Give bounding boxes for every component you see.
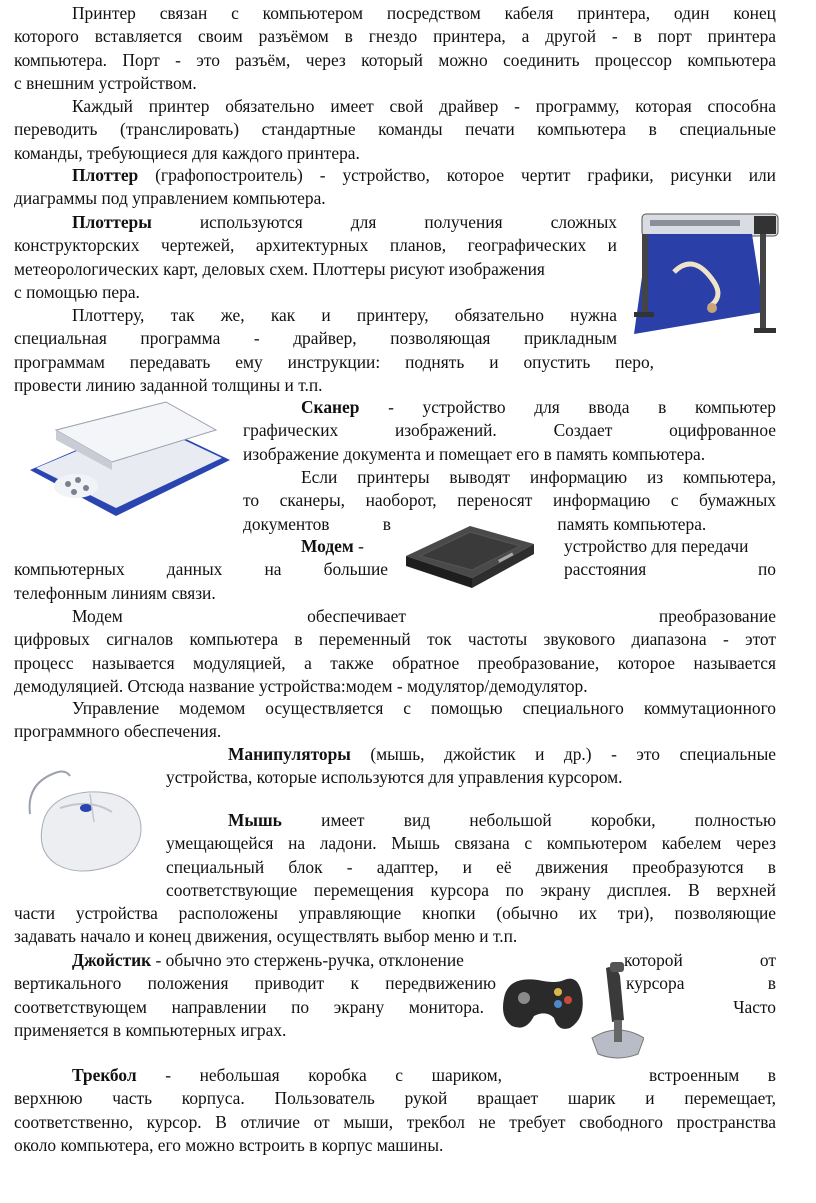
term-plotters: Плоттеры <box>72 212 152 232</box>
term-trackball: Трекбол <box>72 1065 137 1085</box>
paragraph-plotters-usage: Плоттеры используются для получения сложных конструкторских чертежей, архитектурных планов, географических и метеорологических карт, деловых схем. Плоттеры рисуют изображения с помощью пера. <box>14 212 617 302</box>
paragraph-trackball: Трекбол - небольшая коробка с шариком, встроенным в верхнюю часть корпуса. Пользователь рукой вращает шарик и перемещает, соответственно, курсор. В отличие от мыши, трекбол не требует свободного пространства около компьютера, его можно встроить в корпус машины. <box>14 1065 776 1155</box>
paragraph-plotter-driver: Плоттеру, так же, как и принтеру, обязательно нужна специальная программа - драйвер, позволяющая прикладным программам передавать ему инструкции: поднять и опустить перо, провести линию заданной толщины и т.п. <box>14 305 654 395</box>
plotter-image <box>614 212 780 344</box>
paragraph-scanner-function: Если принтеры выводят информацию из компьютера, то сканеры, наоборот, переносят информацию с бумажных документов в память компьютера. <box>243 467 776 534</box>
term-scanner: Сканер <box>301 397 360 417</box>
scanner-image <box>16 400 238 526</box>
paragraph-scanner-definition: Сканер - устройство для ввода в компьютер графических изображений. Создает оцифрованное изображение документа и помещает его в память компьютера. <box>243 397 776 464</box>
paragraph-joystick: Джойстик - обычно это стержень-ручка, отклонение которой от вертикального положения приводит к передвижению курсора в соответствующем направлении по экрану монитора. Часто применяется в компьютерных играх. <box>14 950 776 1040</box>
term-mouse: Мышь <box>228 810 282 830</box>
paragraph-modem-definition: Модем - устройство для передачи компьютерных данных на большие расстояния по телефонным линиям связи. <box>14 536 776 603</box>
paragraph-printer-driver: Каждый принтер обязательно имеет свой драйвер - программу, которая способна переводить (транслировать) стандартные команды печати компьютера в специальные команды, требующиеся для каждого принтера. <box>14 96 776 163</box>
term-plotter: Плоттер <box>72 165 139 185</box>
term-modem: Модем <box>301 536 354 556</box>
paragraph-modem-conversion: Модем обеспечивает преобразование цифровых сигналов компьютера в переменный ток частоты звукового диапазона - этот процесс называется модуляцией, а также обратное преобразование, которое называется демодуляцией. Отсюда название устройства:модем - модулятор/демодулятор. <box>14 606 776 696</box>
term-joystick: Джойстик <box>72 950 152 970</box>
paragraph-manipulators: Манипуляторы (мышь, джойстик и др.) - это специальные устройства, которые используются для управления курсором. <box>166 744 776 788</box>
term-manipulators: Манипуляторы <box>228 744 351 764</box>
paragraph-plotter-definition: Плоттер (графопостроитель) - устройство, которое чертит графики, рисунки или диаграммы под управлением компьютера. <box>14 165 776 209</box>
paragraph-printer-cable: Принтер связан с компьютером посредством кабеля принтера, один конец которого вставляется своим разъёмом в гнездо принтера, а другой - в порт принтера компьютера. Порт - это разъём, через который можно соединить процессор компьютера с внешним устройством. <box>14 3 776 93</box>
paragraph-mouse: Мышь имеет вид небольшой коробки, полностью умещающейся на ладони. Мышь связана с компьютером кабелем через специальный блок - адаптер, и её движения преобразуются в соответствующие перемещения курсора по экрану дисплея. В верхней части устройства расположены управляющие кнопки (обычно их три), позволяющие задавать начало и конец движения, осуществлять выбор меню и т.п. <box>14 810 776 947</box>
paragraph-modem-control: Управление модемом осуществляется с помощью специального коммутационного программного обеспечения. <box>14 698 776 742</box>
